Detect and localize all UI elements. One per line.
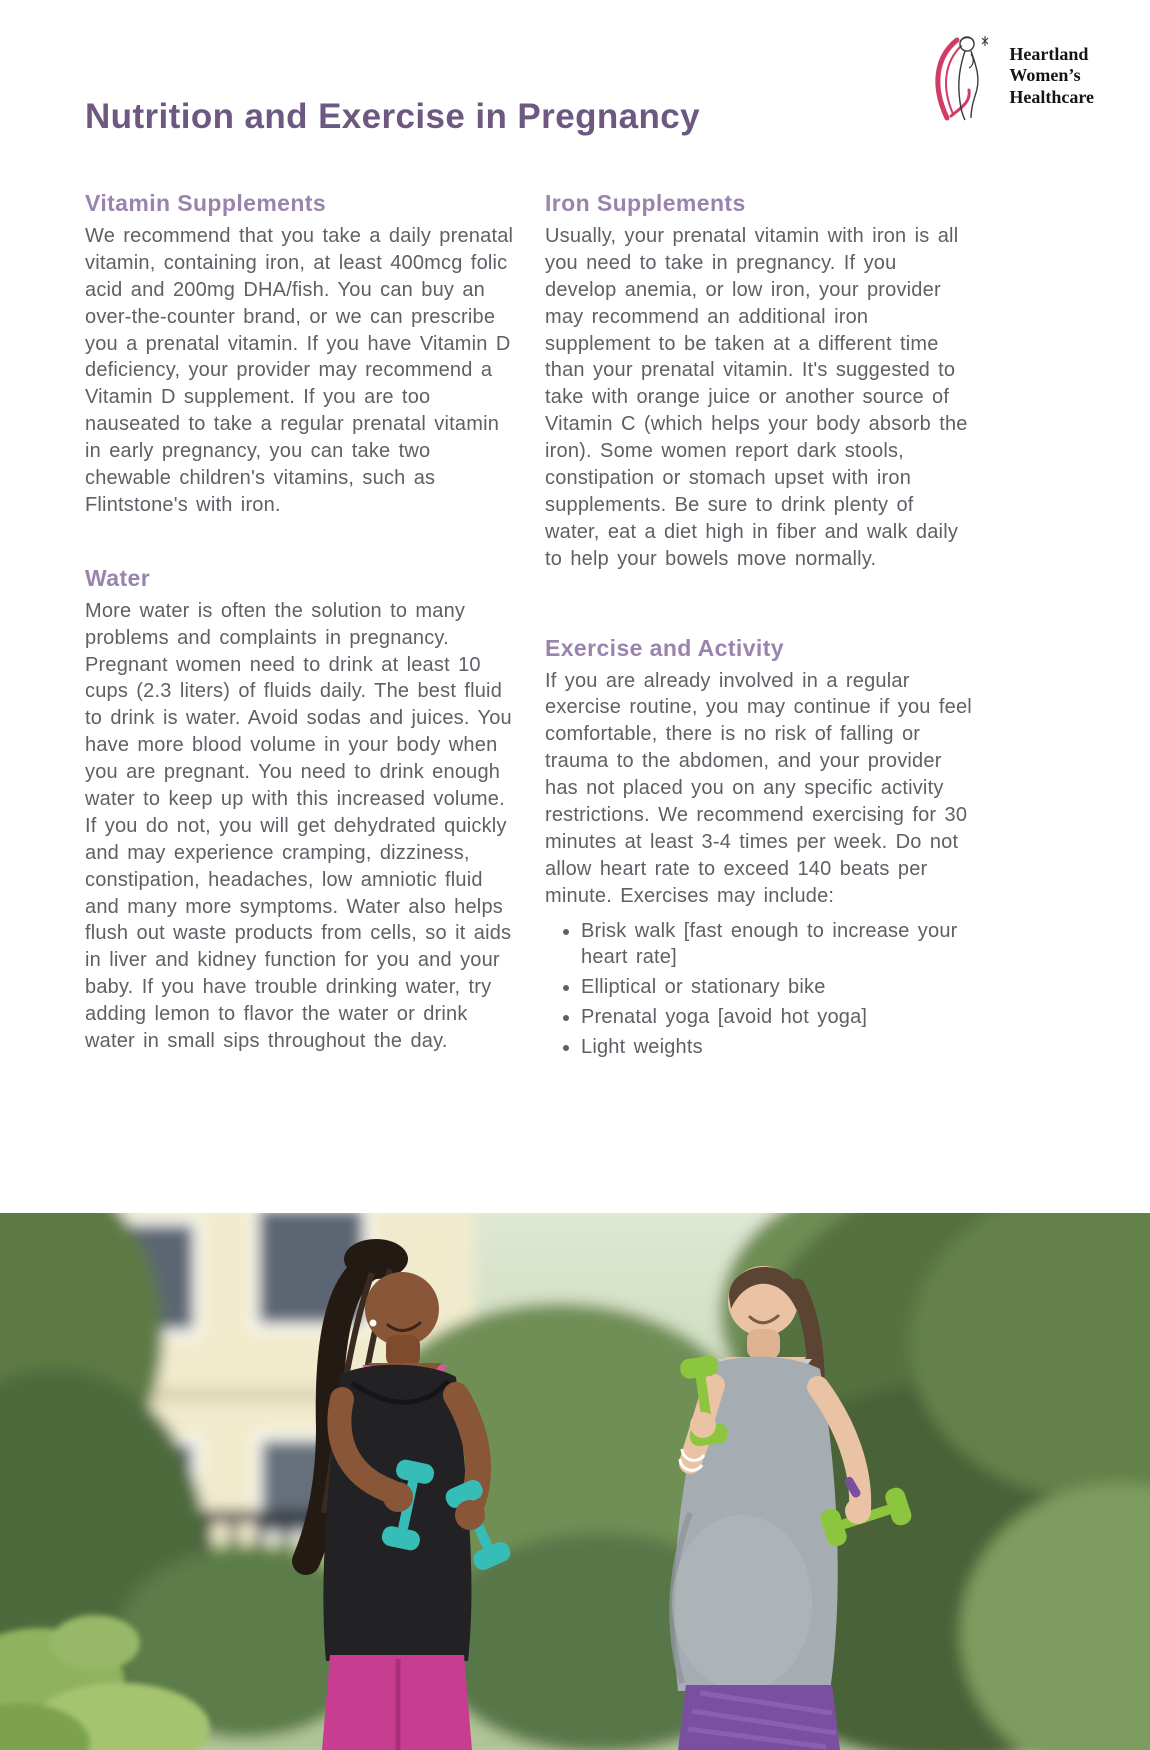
section-heading: Water [85,564,151,591]
logo-line-3: Healthcare [1009,86,1094,107]
section-exercise-activity [545,635,973,1061]
bullet-item: • Brisk walk [fast enough to increase your heart rate] [581,918,973,972]
page-title: Nutrition and Exercise in Pregnancy [85,97,700,136]
logo-line-1: Heartland [1009,44,1089,65]
bullet-item: • Prenatal yoga [avoid hot yoga] [581,1004,973,1031]
section-body: Usually, your prenatal vitamin with iron is all you need to take in pregnancy. If you develop anemia, or low iron, your provider may recommend an additional iron supplement to be taken at a different time than your prenatal vitamin. It's suggested to take with orange juice or another source of Vitamin C (which helps your body absorb the iron). Some women report dark stools, constipation or stomach upset with iron supplements. Be sure to drink plenty of water, eat a diet high in fiber and walk daily to help your bowels move normally. [545,225,968,570]
logo-text [1009,44,1094,108]
exercise-bullet-list [545,918,973,1061]
photo-pregnant-women-exercising [0,1213,1150,1750]
section-vitamin-supplements [85,190,523,519]
section-heading: Exercise and Activity [545,634,784,661]
photo-background [0,1213,1150,1750]
right-column [545,190,973,1064]
section-heading: Iron Supplements [545,190,746,216]
section-body: If you are already involved in a regular exercise routine, you may continue if you feel comfortable, there is no risk of falling or trauma to the abdomen, and your provider has not placed you on any specific activity restrictions. We recommend exercising for 30 minutes at least 3-4 times per week. Do not allow heart rate to exceed 140 beats per minute. Exercises may include: [545,669,972,907]
bullet-item: • Elliptical or stationary bike [581,974,973,1001]
earring [370,1320,377,1327]
left-column [85,190,523,1055]
section-heading: Vitamin Supplements [85,190,327,216]
section-body: More water is often the solution to many problems and complaints in pregnancy. Pregnant women need to drink at least 10 cups (2.3 liters) of fluids daily. The best fluid to drink is water. Avoid sodas and juices. You have more blood volume in your body when you are pregnant. You need to drink enough water to keep up with this increased volume. If you do not, you will get dehydrated quickly and may experience cramping, dizziness, constipation, headaches, low amniotic fluid and many more symptoms. Water also helps flush out waste products from cells, so it aids in liver and kidney function for you and your baby. If you have trouble drinking water, try adding lemon to flavor the water or drink water in small sips throughout the day. [85,599,512,1053]
bullet-item: • Light weights [581,1034,973,1061]
logo-line-2: Women’s [1009,65,1081,86]
section-water [85,565,523,1055]
section-iron-supplements [545,190,973,573]
section-body: We recommend that you take a daily prenatal vitamin, containing iron, at least 400mcg folic acid and 200mg DHA/fish. You can buy an over-the-counter brand, or we can prescribe you a prenatal vitamin. If you have Vitamin D deficiency, your provider may recommend a Vitamin D supplement. If you are too nauseated to take a regular prenatal vitamin in early pregnancy, you can take two chewable children's vitamins, such as Flintstone's with iron. [85,225,514,516]
